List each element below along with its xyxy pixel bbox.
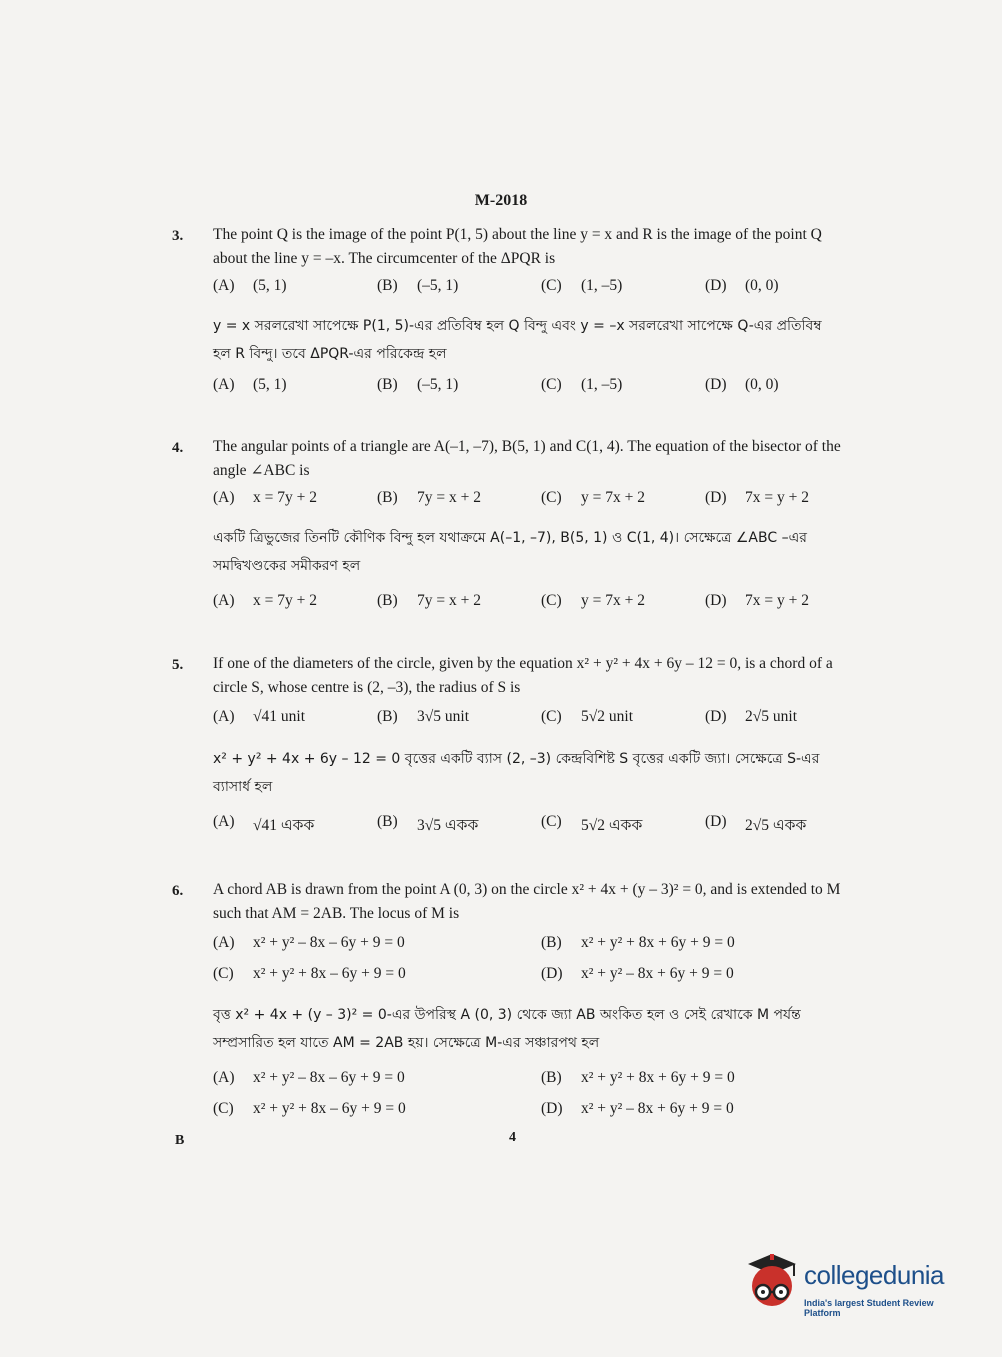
options-en xyxy=(213,489,841,511)
option-label: (C) xyxy=(541,277,562,294)
options-bn xyxy=(213,376,841,398)
set-label: B xyxy=(175,1133,185,1148)
option-label: (D) xyxy=(705,592,727,609)
option-value: 3√5 unit xyxy=(417,708,469,725)
question-number: 3. xyxy=(172,228,184,244)
option-value: x² + y² + 8x + 6y + 9 = 0 xyxy=(581,1069,735,1086)
option-value: x² + y² – 8x + 6y + 9 = 0 xyxy=(581,965,734,982)
option-value: 2√5 unit xyxy=(745,708,797,725)
option-label: (A) xyxy=(213,813,235,830)
option-label: (B) xyxy=(541,934,562,951)
option-label: (C) xyxy=(541,708,562,725)
logo-wordmark: collegedunia xyxy=(804,1260,945,1290)
option-label: (C) xyxy=(541,489,562,506)
option-label: (B) xyxy=(377,592,398,609)
option-label: (D) xyxy=(705,813,727,830)
option-value: x² + y² + 8x – 6y + 9 = 0 xyxy=(253,1100,406,1117)
question-text-bn: একটি ত্রিভুজের তিনটি কৌণিক বিন্দু হল যথাক্রমে A(–1, –7), B(5, 1) ও C(1, 4)। সেক্ষেত্রে ∠ABC –এর সমদ্বিখণ্ডকের সমীকরণ হল xyxy=(213,530,807,574)
option-label: (A) xyxy=(213,934,235,951)
option-label: (B) xyxy=(377,813,398,830)
question-text-en: A chord AB is drawn from the point A (0, 3) on the circle x² + 4x + (y – 3)² = 0, and is extended to M such that AM = 2AB. The locus of M is xyxy=(213,881,841,922)
page-number: 4 xyxy=(509,1130,516,1145)
option-value: (5, 1) xyxy=(253,277,287,294)
collegedunia-logo xyxy=(742,1250,972,1320)
option-label: (B) xyxy=(377,277,398,294)
options-bn xyxy=(213,1069,841,1091)
option-value: (5, 1) xyxy=(253,376,287,393)
option-value: 2√5 একক xyxy=(745,817,807,834)
option-value: x² + y² + 8x – 6y + 9 = 0 xyxy=(253,965,406,982)
logo-tagline: India's largest Student Review Platform xyxy=(804,1298,934,1318)
option-value: x² + y² – 8x – 6y + 9 = 0 xyxy=(253,1069,405,1086)
option-value: (1, –5) xyxy=(581,277,623,294)
option-value: √41 একক xyxy=(253,817,315,834)
option-value: x = 7y + 2 xyxy=(253,489,317,506)
question-text-en: The angular points of a triangle are A(–1, –7), B(5, 1) and C(1, 4). The equation of the bisector of the angle ∠ABC is xyxy=(213,438,841,479)
option-value: (–5, 1) xyxy=(417,277,459,294)
option-label: (C) xyxy=(213,965,234,982)
options-bn xyxy=(213,1100,841,1122)
option-label: (A) xyxy=(213,1069,235,1086)
options-bn xyxy=(213,592,841,614)
option-label: (D) xyxy=(705,489,727,506)
option-label: (B) xyxy=(377,376,398,393)
option-value: (–5, 1) xyxy=(417,376,459,393)
option-label: (A) xyxy=(213,489,235,506)
option-label: (D) xyxy=(541,1100,563,1117)
option-value: y = 7x + 2 xyxy=(581,489,645,506)
option-value: (0, 0) xyxy=(745,277,779,294)
options-en xyxy=(213,934,841,956)
paper-code: M-2018 xyxy=(474,192,528,209)
question-number: 6. xyxy=(172,883,184,899)
option-label: (A) xyxy=(213,277,235,294)
options-en xyxy=(213,277,841,299)
option-value: √41 unit xyxy=(253,708,305,725)
option-label: (D) xyxy=(705,708,727,725)
option-label: (A) xyxy=(213,376,235,393)
option-value: 7y = x + 2 xyxy=(417,489,481,506)
option-value: x² + y² – 8x – 6y + 9 = 0 xyxy=(253,934,405,951)
options-en xyxy=(213,708,841,730)
option-label: (B) xyxy=(377,489,398,506)
option-label: (D) xyxy=(705,376,727,393)
question-text-bn: বৃত্ত x² + 4x + (y – 3)² = 0-এর উপরিস্থ A (0, 3) থেকে জ্যা AB অংকিত হল ও সেই রেখাকে M পর্যন্ত সম্প্রসারিত হল যাতে AM = 2AB হয়। সেক্ষেত্রে M-এর সঞ্চারপথ হল xyxy=(213,1007,801,1051)
option-value: (0, 0) xyxy=(745,376,779,393)
option-value: 7x = y + 2 xyxy=(745,489,809,506)
option-value: x = 7y + 2 xyxy=(253,592,317,609)
option-label: (C) xyxy=(213,1100,234,1117)
question-text-en: If one of the diameters of the circle, given by the equation x² + y² + 4x + 6y – 12 = 0, is a chord of a circle S, whose centre is (2, –3), the radius of S is xyxy=(213,655,833,696)
question-text-bn: y = x সরলরেখা সাপেক্ষে P(1, 5)-এর প্রতিবিম্ব হল Q বিন্দু এবং y = –x সরলরেখা সাপেক্ষে Q-এর প্রতিবিম্ব হল R বিন্দু। তবে ΔPQR-এর পরিকেন্দ্র হল xyxy=(213,318,822,362)
question-text-en: The point Q is the image of the point P(1, 5) about the line y = x and R is the image of the point Q about the line y = –x. The circumcenter of the ΔPQR is xyxy=(213,226,822,267)
option-value: (1, –5) xyxy=(581,376,623,393)
option-value: y = 7x + 2 xyxy=(581,592,645,609)
option-label: (C) xyxy=(541,592,562,609)
option-label: (C) xyxy=(541,813,562,830)
option-value: 3√5 একক xyxy=(417,817,479,834)
option-label: (B) xyxy=(377,708,398,725)
question-number: 5. xyxy=(172,657,184,673)
option-value: x² + y² + 8x + 6y + 9 = 0 xyxy=(581,934,735,951)
question-text-bn: x² + y² + 4x + 6y – 12 = 0 বৃত্তের একটি ব্যাস (2, –3) কেন্দ্রবিশিষ্ট S বৃত্তের একটি জ্যা। সেক্ষেত্রে S-এর ব্যাসার্ধ হল xyxy=(213,751,820,795)
option-value: 5√2 একক xyxy=(581,817,643,834)
option-value: 7x = y + 2 xyxy=(745,592,809,609)
option-label: (A) xyxy=(213,708,235,725)
option-value: 7y = x + 2 xyxy=(417,592,481,609)
option-label: (D) xyxy=(541,965,563,982)
options-en xyxy=(213,965,841,987)
option-label: (D) xyxy=(705,277,727,294)
option-value: x² + y² – 8x + 6y + 9 = 0 xyxy=(581,1100,734,1117)
option-value: 5√2 unit xyxy=(581,708,633,725)
option-label: (B) xyxy=(541,1069,562,1086)
question-number: 4. xyxy=(172,440,184,456)
option-label: (C) xyxy=(541,376,562,393)
options-bn xyxy=(213,813,841,835)
graduate-mascot-icon xyxy=(742,1250,802,1316)
option-label: (A) xyxy=(213,592,235,609)
